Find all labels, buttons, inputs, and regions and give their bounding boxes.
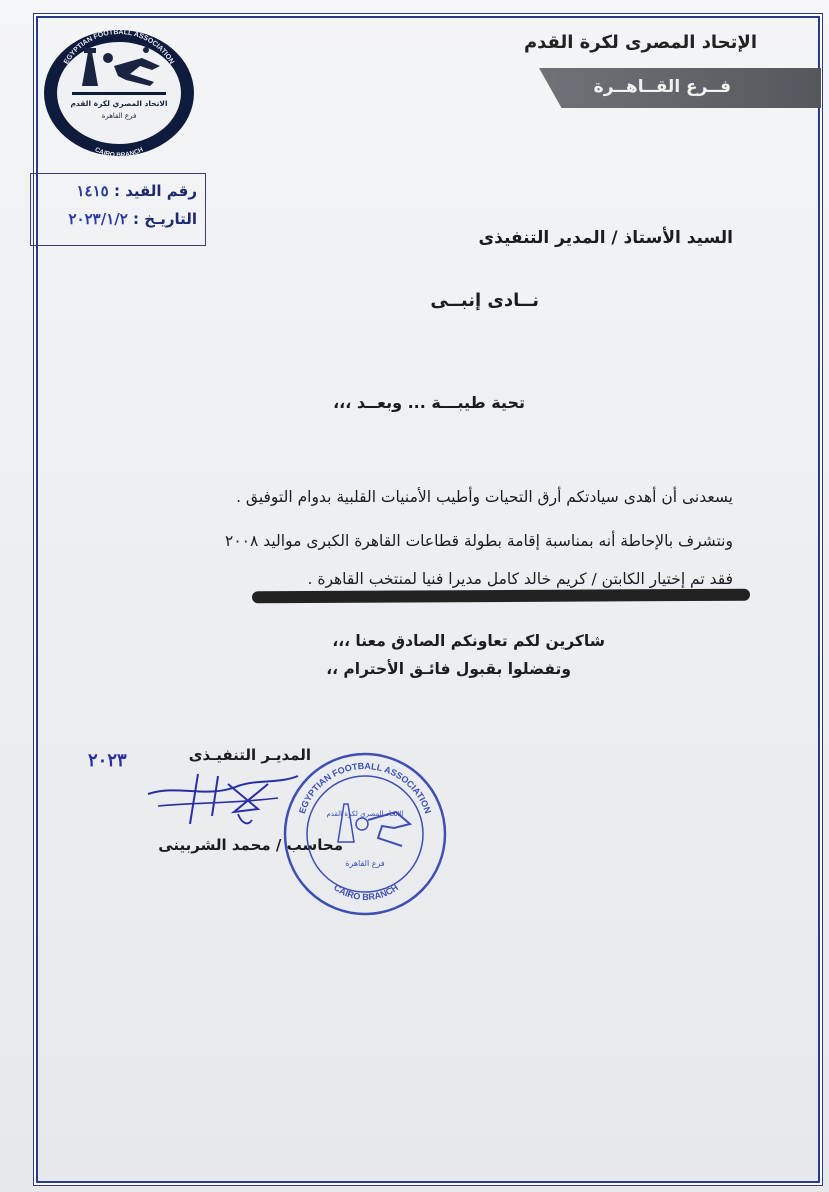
seal-arabic-2: فرع القاهرة bbox=[345, 859, 385, 868]
seal-arabic-1: الاتحاد المصري لكرة القدم bbox=[326, 810, 404, 818]
signatory-name: محاسب / محمد الشربينى bbox=[158, 836, 343, 854]
body-line-2: ونتشرف بالإحاطة أنه بمناسبة إقامة بطولة قطاعات القاهرة الكبرى مواليد ٢٠٠٨ bbox=[225, 532, 733, 550]
reference-number bbox=[77, 182, 198, 200]
body-line-3: فقد تم إختيار الكابتن / كريم خالد كامل مديرا فنيا لمنتخب القاهرة . bbox=[307, 570, 733, 588]
handwritten-date: ٢٠٢٣ bbox=[88, 750, 127, 771]
branch-name: فــرع القــاهــرة bbox=[593, 77, 731, 97]
seal-arc-text: EGYPTIAN FOOTBALL ASSOCIATION bbox=[296, 760, 434, 815]
svg-text:CAIRO BRANCH bbox=[332, 882, 400, 902]
reference-date-label: التاريـخ : bbox=[133, 210, 197, 228]
logo-bottom-text: CAIRO BRANCH bbox=[93, 146, 145, 158]
organization-name: الإتحاد المصرى لكرة القدم bbox=[523, 32, 757, 53]
reference-box bbox=[30, 173, 206, 246]
reference-date bbox=[69, 210, 198, 228]
logo-arc-text: EGYPTIAN FOOTBALL ASSOCIATION bbox=[63, 28, 175, 66]
efa-logo bbox=[42, 28, 196, 158]
body-line-1: يسعدنى أن أهدى سيادتكم أرق التحيات وأطيب الأمنيات القلبية بدوام التوفيق . bbox=[236, 488, 733, 506]
greeting: تحية طيبـــة ... وبعــد ،،، bbox=[333, 393, 525, 412]
closing-regards: وتفضلوا بقبول فائـق الأحترام ،، bbox=[326, 660, 571, 678]
logo-arabic-2: فرع القاهرة bbox=[101, 112, 137, 120]
club-name: نــادى إنبــى bbox=[430, 290, 539, 311]
signatory-title: المديـر التنفيـذى bbox=[188, 746, 311, 764]
logo-arabic-1: الاتحاد المصري لكرة القدم bbox=[70, 99, 168, 108]
closing-thanks: شاكرين لكم تعاونكم الصادق معنا ،،، bbox=[332, 632, 605, 650]
reference-number-label: رقم القيد : bbox=[113, 182, 197, 200]
reference-number-value: ١٤١٥ bbox=[76, 182, 109, 200]
reference-date-value: ٢٠٢٣/١/٢ bbox=[68, 210, 128, 228]
addressee: السيد الأستاذ / المدير التنفيذى bbox=[478, 228, 733, 248]
seal-bottom-text: CAIRO BRANCH bbox=[331, 882, 401, 903]
official-seal bbox=[278, 742, 453, 917]
